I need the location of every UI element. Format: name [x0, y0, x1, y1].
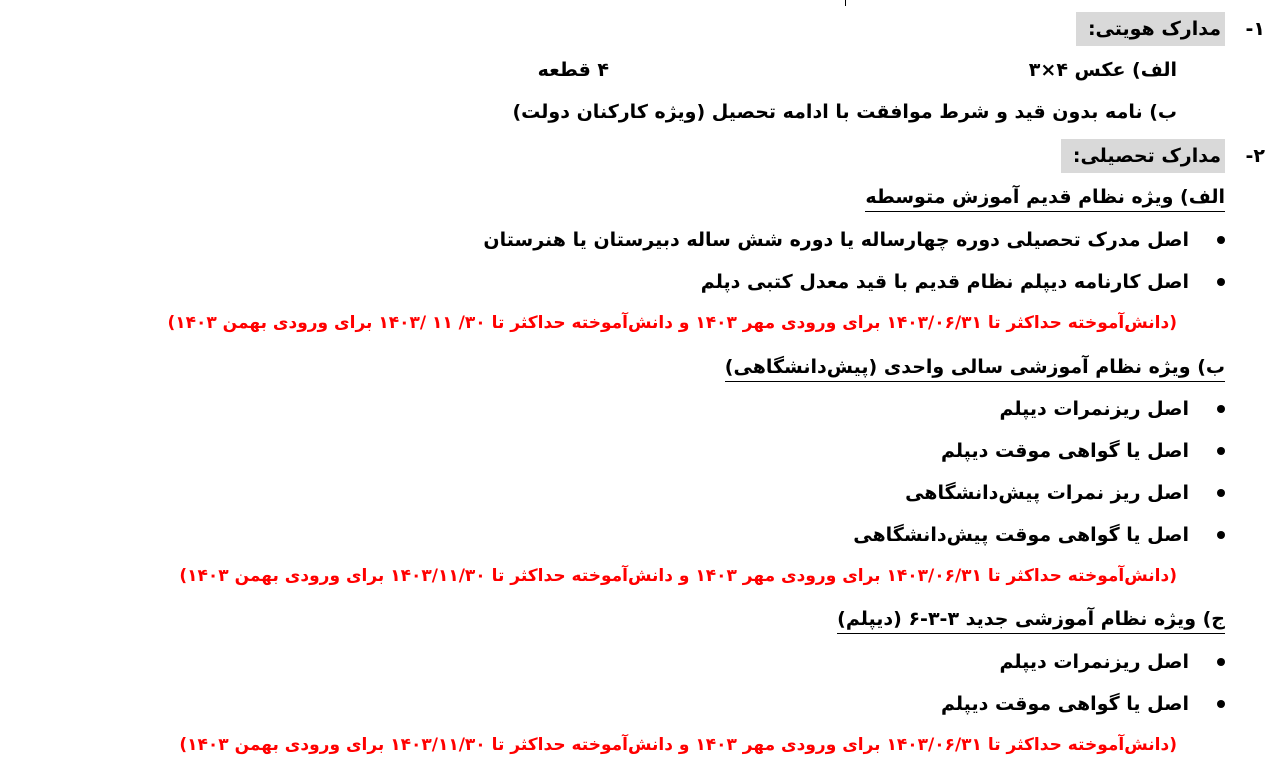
group-c-deadline-note — [179, 732, 1177, 758]
list-item-text: اصل ریز نمرات پیش‌دانشگاهی — [905, 482, 1189, 504]
list-item — [905, 479, 1225, 507]
section-1-number: ۱- — [1245, 18, 1265, 40]
list-item — [999, 648, 1225, 676]
bullet-icon — [1217, 236, 1225, 244]
deadline-note-text: (دانش‌آموخته حداکثر تا ۱۴۰۳/۰۶/۳۱ برای ورودی مهر ۱۴۰۳ و دانش‌آموخته حداکثر تا ۳۰/ ۱۱ /۱۴۰۳ برای ورودی بهمن ۱۴۰۳) — [167, 313, 1177, 333]
list-item — [483, 226, 1225, 254]
list-item-text: اصل یا گواهی موقت دیپلم — [941, 440, 1189, 462]
deadline-note-text: (دانش‌آموخته حداکثر تا ۱۴۰۳/۰۶/۳۱ برای ورودی مهر ۱۴۰۳ و دانش‌آموخته حداکثر تا ۱۴۰۳/۱۱/۳۰ برای ورودی بهمن ۱۴۰۳) — [179, 735, 1177, 755]
group-a-title: الف) ویژه نظام قدیم آموزش متوسطه — [865, 183, 1225, 212]
bullet-icon — [1217, 489, 1225, 497]
bullet-icon — [1217, 405, 1225, 413]
list-item-text: اصل مدرک تحصیلی دوره چهارساله یا دوره شش ساله دبیرستان یا هنرستان — [483, 229, 1189, 251]
list-item — [853, 521, 1225, 549]
list-item — [999, 395, 1225, 423]
bullet-icon — [1217, 531, 1225, 539]
bullet-icon — [1217, 278, 1225, 286]
list-item-text: اصل ریزنمرات دیپلم — [999, 651, 1189, 673]
page-edge-mark — [845, 0, 846, 6]
list-item — [941, 690, 1225, 718]
group-b-deadline-note — [179, 563, 1177, 589]
bullet-icon — [1217, 447, 1225, 455]
list-item — [701, 268, 1225, 296]
group-c-title: ج) ویژه نظام آموزشی جدید ۳-۳-۶ (دیپلم) — [837, 605, 1225, 634]
bullet-icon — [1217, 658, 1225, 666]
section-2-title: مدارک تحصیلی: — [1061, 139, 1225, 173]
section-2-number: ۲- — [1245, 145, 1265, 167]
bullet-icon — [1217, 700, 1225, 708]
list-item-text: اصل یا گواهی موقت پیش‌دانشگاهی — [853, 524, 1189, 546]
section-1-title: مدارک هویتی: — [1076, 12, 1225, 46]
employment-letter-item: ب) نامه بدون قید و شرط موافقت با ادامه تحصیل (ویژه کارکنان دولت) — [512, 101, 1177, 123]
list-item — [941, 437, 1225, 465]
list-item-text: اصل کارنامه دیپلم نظام قدیم با قید معدل کتبی دپلم — [700, 271, 1189, 293]
section-1-heading — [1076, 12, 1273, 46]
photo-requirement: الف) عکس ۴×۳ — [1028, 59, 1177, 81]
list-item-text: اصل یا گواهی موقت دیپلم — [941, 693, 1189, 715]
group-b-title: ب) ویژه نظام آموزشی سالی واحدی (پیش‌دانشگاهی) — [725, 353, 1225, 382]
list-item-text: اصل ریزنمرات دیپلم — [999, 398, 1189, 420]
photo-count: ۴ قطعه — [537, 59, 609, 81]
group-a-deadline-note — [167, 310, 1177, 336]
section-2-heading — [1061, 139, 1273, 173]
deadline-note-text: (دانش‌آموخته حداکثر تا ۱۴۰۳/۰۶/۳۱ برای ورودی مهر ۱۴۰۳ و دانش‌آموخته حداکثر تا ۱۴۰۳/۱۱/۳۰ برای ورودی بهمن ۱۴۰۳) — [179, 566, 1177, 586]
